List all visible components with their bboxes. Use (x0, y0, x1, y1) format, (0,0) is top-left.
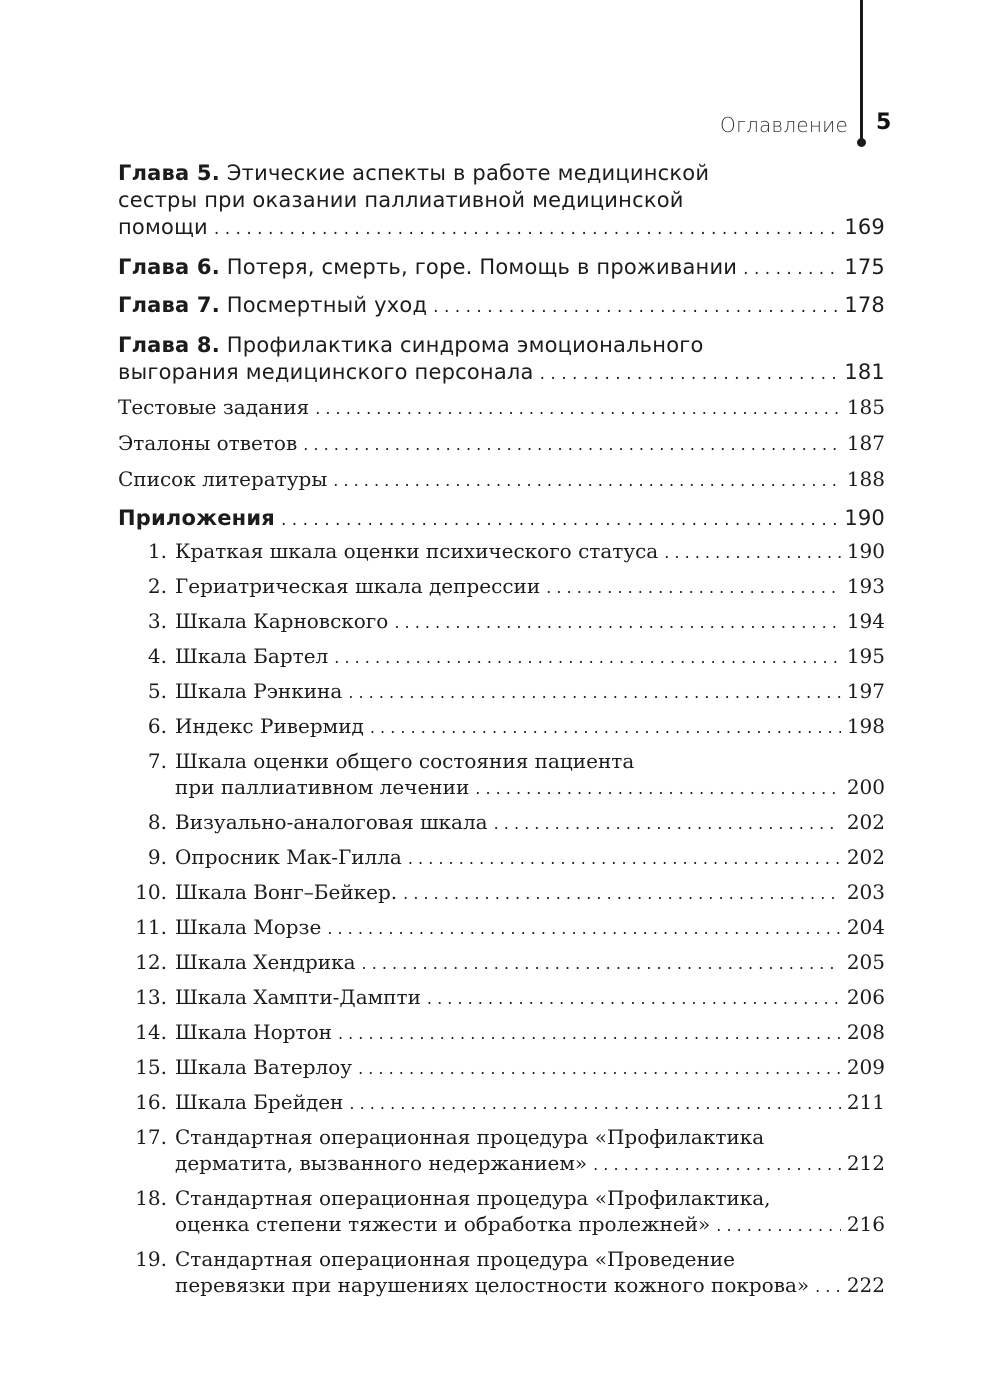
appendix-title: Индекс Ривермид (175, 714, 364, 738)
dot-leader (349, 1089, 840, 1117)
section-title: Список литературы (118, 467, 328, 491)
toc-entry-answers (118, 430, 885, 458)
dot-leader (540, 359, 839, 388)
appendix-number: 8. (147, 810, 167, 834)
section-title: Эталоны ответов (118, 431, 298, 455)
appendix-title-line-2: при паллиативном лечении (175, 775, 470, 799)
page-ref: 208 (846, 1020, 885, 1044)
page-ref: 198 (846, 714, 885, 738)
page-ref: 197 (846, 679, 885, 703)
appendix-title: Шкала Вонг–Бейкер. (175, 880, 398, 904)
page-ref: 205 (846, 950, 885, 974)
dot-leader (327, 914, 841, 942)
appendix-title-line-2: дерматита, вызванного недержанием» (175, 1151, 588, 1175)
appendix-title: Шкала Хампти-Дампти (175, 985, 421, 1009)
appendix-title: Визуально-аналоговая шкала (175, 810, 488, 834)
page-ref: 185 (846, 395, 885, 419)
appendix-item-11 (135, 914, 885, 942)
appendix-title-line-1: Стандартная операционная процедура «Проведение (175, 1247, 735, 1271)
appendix-item-3 (147, 608, 885, 636)
chapter-title-line-1: Профилактика синдрома эмоционального (226, 333, 704, 357)
dot-leader (433, 292, 838, 321)
chapter-title-line-1: Этические аспекты в работе медицинской (226, 161, 710, 185)
dot-leader (403, 879, 841, 907)
dot-leader (348, 678, 841, 706)
page-ref: 190 (844, 506, 885, 530)
page-ref: 212 (846, 1151, 885, 1175)
page-ref: 206 (846, 985, 885, 1009)
appendix-item-2 (147, 573, 885, 601)
appendix-item-18 (135, 1185, 885, 1239)
appendix-title-line-1: Стандартная операционная процедура «Профилактика, (175, 1186, 771, 1210)
appendix-number: 3. (147, 609, 167, 633)
chapter-title: Потеря, смерть, горе. Помощь в проживании (226, 255, 738, 279)
appendix-number: 1. (147, 539, 167, 563)
dot-leader (815, 1272, 841, 1300)
dot-leader (334, 643, 841, 671)
dot-leader (546, 573, 841, 601)
dot-leader (214, 214, 838, 243)
appendix-number: 19. (135, 1247, 167, 1271)
dot-leader (281, 505, 838, 534)
page-ref: 175 (844, 255, 885, 279)
chapter-title: Посмертный уход (226, 293, 428, 317)
dot-leader (593, 1150, 841, 1178)
toc-entry-bibliography (118, 466, 885, 494)
appendix-title: Шкала Рэнкина (175, 679, 343, 703)
appendix-item-1 (147, 538, 885, 566)
page-ref: 194 (846, 609, 885, 633)
appendix-title: Шкала Ватерлоу (175, 1055, 353, 1079)
dot-leader (408, 844, 841, 872)
dot-leader (333, 466, 841, 494)
dot-leader (315, 394, 841, 422)
header-rule (860, 0, 863, 142)
dot-leader (303, 430, 841, 458)
running-title: Оглавление (720, 113, 848, 137)
page-ref: 187 (846, 431, 885, 455)
appendix-title: Шкала Карновского (175, 609, 389, 633)
appendix-title: Опросник Мак-Гилла (175, 845, 402, 869)
dot-leader (362, 949, 841, 977)
appendix-number: 14. (135, 1020, 167, 1044)
page-ref: 211 (846, 1090, 885, 1114)
appendix-number: 12. (135, 950, 167, 974)
appendix-item-5 (147, 678, 885, 706)
appendix-number: 11. (135, 915, 167, 939)
dot-leader (394, 608, 840, 636)
appendix-title-line-1: Стандартная операционная процедура «Профилактика (175, 1125, 765, 1149)
appendix-item-19 (135, 1246, 885, 1300)
dot-leader (494, 809, 841, 837)
appendix-number: 13. (135, 985, 167, 1009)
section-title: Тестовые задания (118, 395, 310, 419)
appendix-title-line-2: оценка степени тяжести и обработка пролежней» (175, 1212, 711, 1236)
toc-entry-appendices (118, 505, 885, 534)
appendix-item-16 (135, 1089, 885, 1117)
appendix-number: 5. (147, 679, 167, 703)
page-ref: 193 (846, 574, 885, 598)
appendix-item-13 (135, 984, 885, 1012)
dot-leader (475, 774, 841, 802)
page-ref: 203 (846, 880, 885, 904)
appendix-item-7 (147, 748, 885, 802)
appendix-title: Шкала Морзе (175, 915, 322, 939)
dot-leader (427, 984, 841, 1012)
page-ref: 178 (844, 293, 885, 317)
page-ref: 209 (846, 1055, 885, 1079)
dot-leader (743, 254, 838, 283)
chapter-label: Глава 6. (118, 255, 220, 279)
chapter-label: Глава 5. (118, 161, 220, 185)
page-ref: 200 (846, 775, 885, 799)
dot-leader (370, 713, 841, 741)
appendix-item-6 (147, 713, 885, 741)
page-ref: 202 (846, 845, 885, 869)
appendix-item-12 (135, 949, 885, 977)
appendix-title: Шкала Нортон (175, 1020, 332, 1044)
dot-leader (664, 538, 841, 566)
appendices-heading: Приложения (118, 506, 275, 530)
chapter-title-line-2: сестры при оказании паллиативной медицинской (118, 188, 684, 212)
appendix-title: Шкала Хендрика (175, 950, 356, 974)
appendix-number: 10. (135, 880, 167, 904)
toc-entry-chapter-6 (118, 254, 885, 283)
page-ref: 188 (846, 467, 885, 491)
page-ref: 181 (844, 360, 885, 384)
appendix-item-15 (135, 1054, 885, 1082)
chapter-title-line-3: помощи (118, 215, 208, 239)
appendix-title: Шкала Брейден (175, 1090, 344, 1114)
page-ref: 169 (844, 215, 885, 239)
page-ref: 195 (846, 644, 885, 668)
appendix-item-9 (147, 844, 885, 872)
toc-entry-tests (118, 394, 885, 422)
page-ref: 204 (846, 915, 885, 939)
page-ref: 222 (846, 1273, 885, 1297)
appendix-number: 7. (147, 749, 167, 773)
appendix-number: 4. (147, 644, 167, 668)
appendix-number: 16. (135, 1090, 167, 1114)
page-number: 5 (876, 110, 892, 135)
appendix-item-17 (135, 1124, 885, 1178)
chapter-label: Глава 8. (118, 333, 220, 357)
appendix-number: 2. (147, 574, 167, 598)
dot-leader (716, 1211, 841, 1239)
appendix-number: 15. (135, 1055, 167, 1079)
page-ref: 190 (846, 539, 885, 563)
toc-entry-chapter-5 (118, 160, 885, 243)
chapter-label: Глава 7. (118, 293, 220, 317)
appendix-title: Краткая шкала оценки психического статуса (175, 539, 659, 563)
appendix-number: 17. (135, 1125, 167, 1149)
toc-entry-chapter-7 (118, 292, 885, 321)
appendix-item-8 (147, 809, 885, 837)
appendix-number: 6. (147, 714, 167, 738)
dot-leader (338, 1019, 841, 1047)
dot-leader (358, 1054, 841, 1082)
page-ref: 216 (846, 1212, 885, 1236)
appendix-title-line-1: Шкала оценки общего состояния пациента (175, 749, 635, 773)
appendix-item-14 (135, 1019, 885, 1047)
page-ref: 202 (846, 810, 885, 834)
chapter-title-line-2: выгорания медицинского персонала (118, 360, 534, 384)
appendix-number: 9. (147, 845, 167, 869)
appendix-title-line-2: перевязки при нарушениях целостности кожного покрова» (175, 1273, 810, 1297)
appendix-number: 18. (135, 1186, 167, 1210)
appendix-title: Гериатрическая шкала депрессии (175, 574, 541, 598)
appendix-list (135, 538, 885, 1300)
appendix-item-10 (135, 879, 885, 907)
header-rule-dot (857, 138, 866, 147)
toc-entry-chapter-8 (118, 332, 885, 388)
appendix-item-4 (147, 643, 885, 671)
appendix-title: Шкала Бартел (175, 644, 329, 668)
